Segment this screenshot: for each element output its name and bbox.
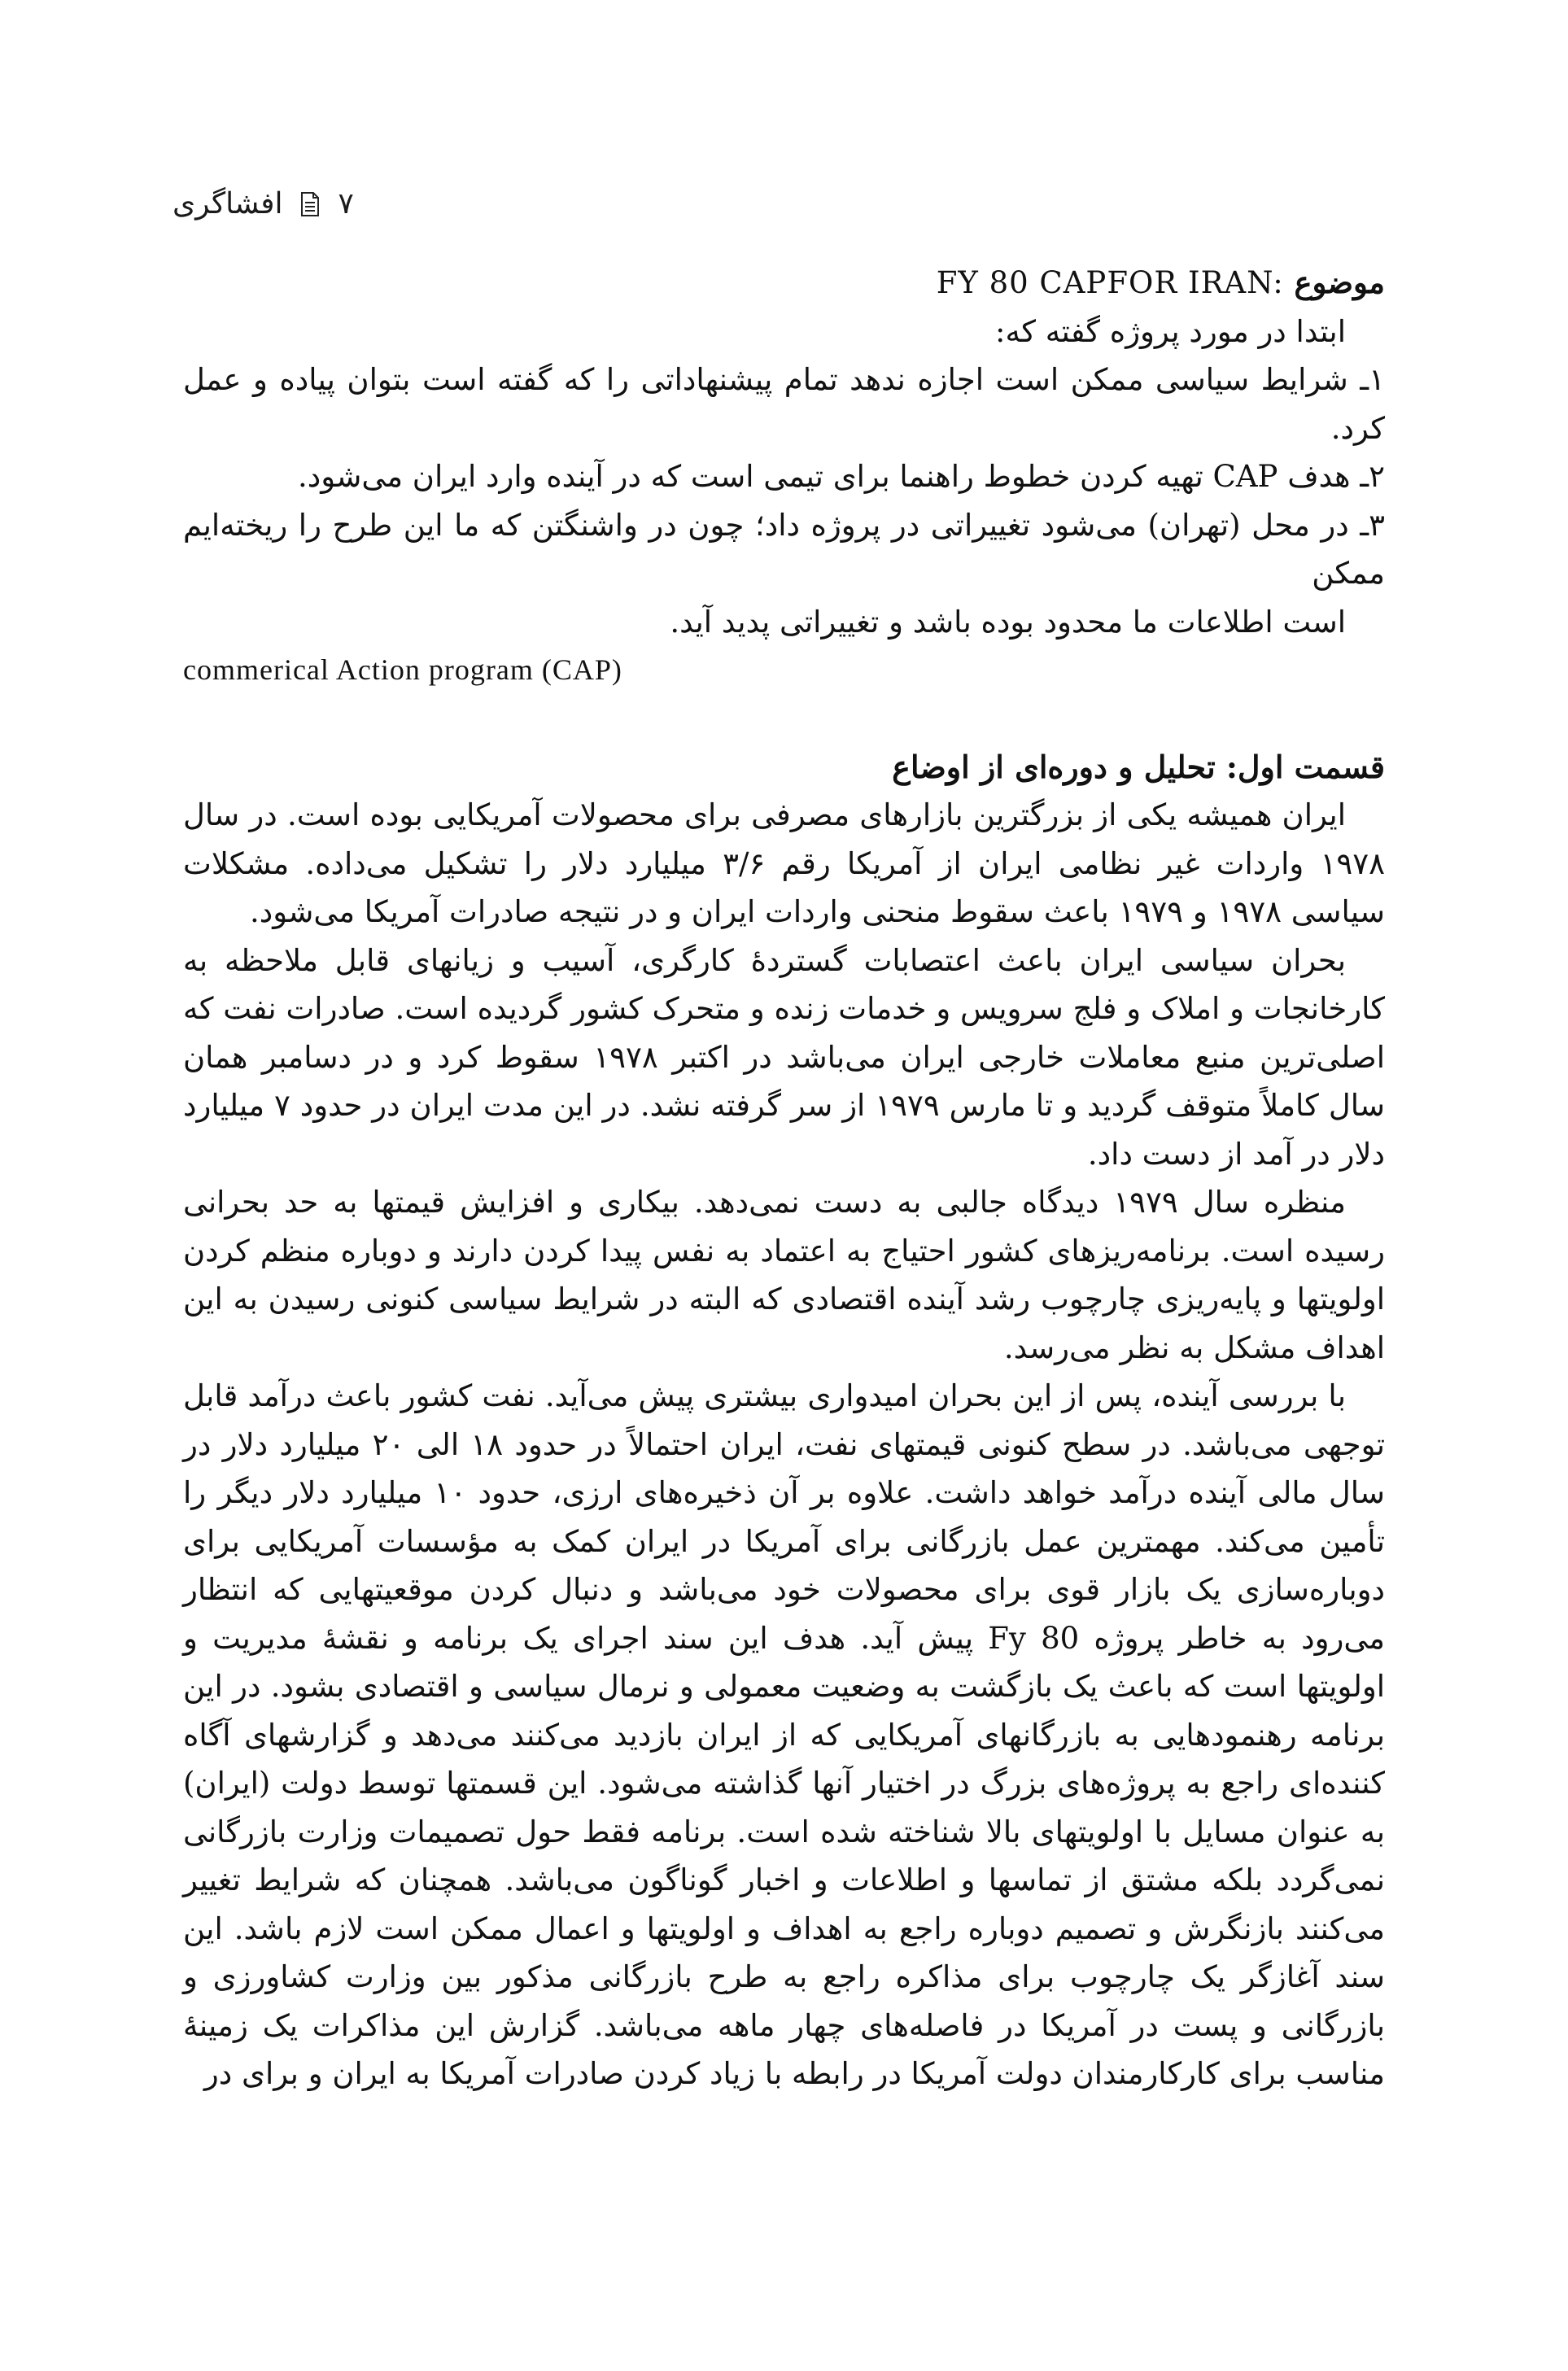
section-heading: قسمت اول: تحلیل و دوره‌ای از اوضاع	[892, 748, 1385, 785]
running-title: افشاگری	[173, 187, 283, 221]
paragraph-4: با بررسی آینده، پس از این بحران امیدواری بیشتری پیش می‌آید. نفت کشور باعث درآمد قابل توجهی می‌باشد. در سطح کنونی قیمتهای نفت، ایران احتمالاً در حدود ۱۸ الی ۲۰ میلیارد دلار در سال مالی آینده درآمد خواهد داشت. علاوه بر آن ذخیره‌های ارزی، حدود ۱۰ میلیارد دلار دیگر را تأمین می‌کند. مهمترین عمل بازرگانی برای آمریکا در ایران کمک به مؤسسات آمریکایی برای دوباره‌سازی یک بازار قوی برای محصولات خود می‌باشد و دنبال کردن موقعیتهایی که انتظار می‌رود به خاطر پروژه Fy 80 پیش آید. هدف این سند اجرای یک برنامه و نقشهٔ مدیریت و اولویتها است که باعث یک بازگشت به وضعیت معمولی و نرمال سیاسی و اقتصادی بشود. در این برنامه رهنمودهایی به بازرگانهای آمریکایی که از ایران بازدید می‌کنند می‌دهد و گزارشهای آگاه کننده‌ای راجع به پروژه‌های بزرگ در اختیار آنها گذاشته می‌شود. این قسمتها توسط دولت (ایران) به عنوان مسایل با اولویتهای بالا شناخته شده است. برنامه فقط حول تصمیمات وزارت بازرگانی نمی‌گردد بلکه مشتق از تماسها و اطلاعات و اخبار گوناگون می‌باشد. همچنان که شرایط تغییر می‌کنند بازنگرش و تصمیم دوباره راجع به اهداف و اولویتها و اعمال ممکن است لازم باشد. این سند آغازگر یک چارچوب برای مذاکره راجع به طرح بازرگانی مذکور بین وزارت کشاورزی و بازرگانی و پست در آمریکا در فاصله‌های چهار ماهه می‌باشد. گزارش این مذاکرات یک زمینهٔ مناسب برای کارکارمندان دولت آمریکا در رابطه با زیاد کردن صادرات آمریکا به ایران و برای در	[183, 1378, 1385, 2091]
point-2: ۲ـ هدف CAP تهیه کردن خطوط راهنما برای تیمی است که در آینده وارد ایران می‌شود.	[298, 459, 1385, 494]
point-3-continuation: است اطلاعات ما محدود بوده باشد و تغییراتی پدید آید.	[670, 604, 1346, 640]
point-3: ۳ـ در محل (تهران) می‌شود تغییراتی در پروژه داد؛ چون در واشنگتن که ما این طرح را ریخته‌ایم ممکن	[183, 507, 1385, 591]
paragraph-3: منظره سال ۱۹۷۹ دیدگاه جالبی به دست نمی‌دهد. بیکاری و افزایش قیمتها به حد بحرانی رسیده است. برنامه‌ریزهای کشور احتیاج به اعتماد به نفس پیدا کردن دارند و دوباره منظم کردن اولویتها و پایه‌ریزی چارچوب رشد آینده اقتصادی که البته در شرایط سیاسی کنونی رسیدن به این اهداف مشکل به نظر می‌رسد.	[183, 1185, 1385, 1365]
paragraph-1: ایران همیشه یکی از بزرگترین بازارهای مصرفی برای محصولات آمریکایی بوده است. در سال ۱۹۷۸ واردات غیر نظامی ایران از آمریکا رقم ۳/۶ میلیارد دلار را تشکیل می‌داده. مشکلات سیاسی ۱۹۷۸ و ۱۹۷۹ باعث سقوط منحنی واردات ایران و در نتیجه صادرات آمریکا می‌شود.	[183, 797, 1386, 929]
paragraph-2: بحران سیاسی ایران باعث اعتصابات گستردهٔ کارگری، آسیب و زیانهای قابل ملاحظه به کارخانجات و املاک و فلج سرویس و خدمات زنده و متحرک کشور گردیده است. صادرات نفت که اصلی‌ترین منبع معاملات خارجی ایران می‌باشد در اکتبر ۱۹۷۸ سقوط کرد و در دسامبر همان سال کاملاً متوقف گردید و تا مارس ۱۹۷۹ از سر گرفته نشد. در این مدت ایران در حدود ۷ میلیارد دلار در آمد از دست داد.	[183, 942, 1386, 1172]
subject-label: موضوع	[1294, 264, 1385, 300]
subject-line	[183, 259, 1385, 308]
section-spacer	[183, 695, 1385, 743]
intro-line: ابتدا در مورد پروژه گفته که:	[995, 313, 1346, 349]
page-number: ۷	[338, 187, 354, 221]
cap-note: commerical Action program (CAP)	[183, 653, 622, 686]
document-icon	[300, 192, 320, 216]
body-text	[183, 259, 1385, 2098]
subject-latin: FY 80 CAPFOR IRAN:	[936, 265, 1284, 300]
point-1: ۱ـ شرایط سیاسی ممکن است اجازه ندهد تمام پیشنهاداتی را که گفته است بتوان پیاده و عمل کرد.	[183, 362, 1385, 446]
running-header	[173, 187, 354, 221]
